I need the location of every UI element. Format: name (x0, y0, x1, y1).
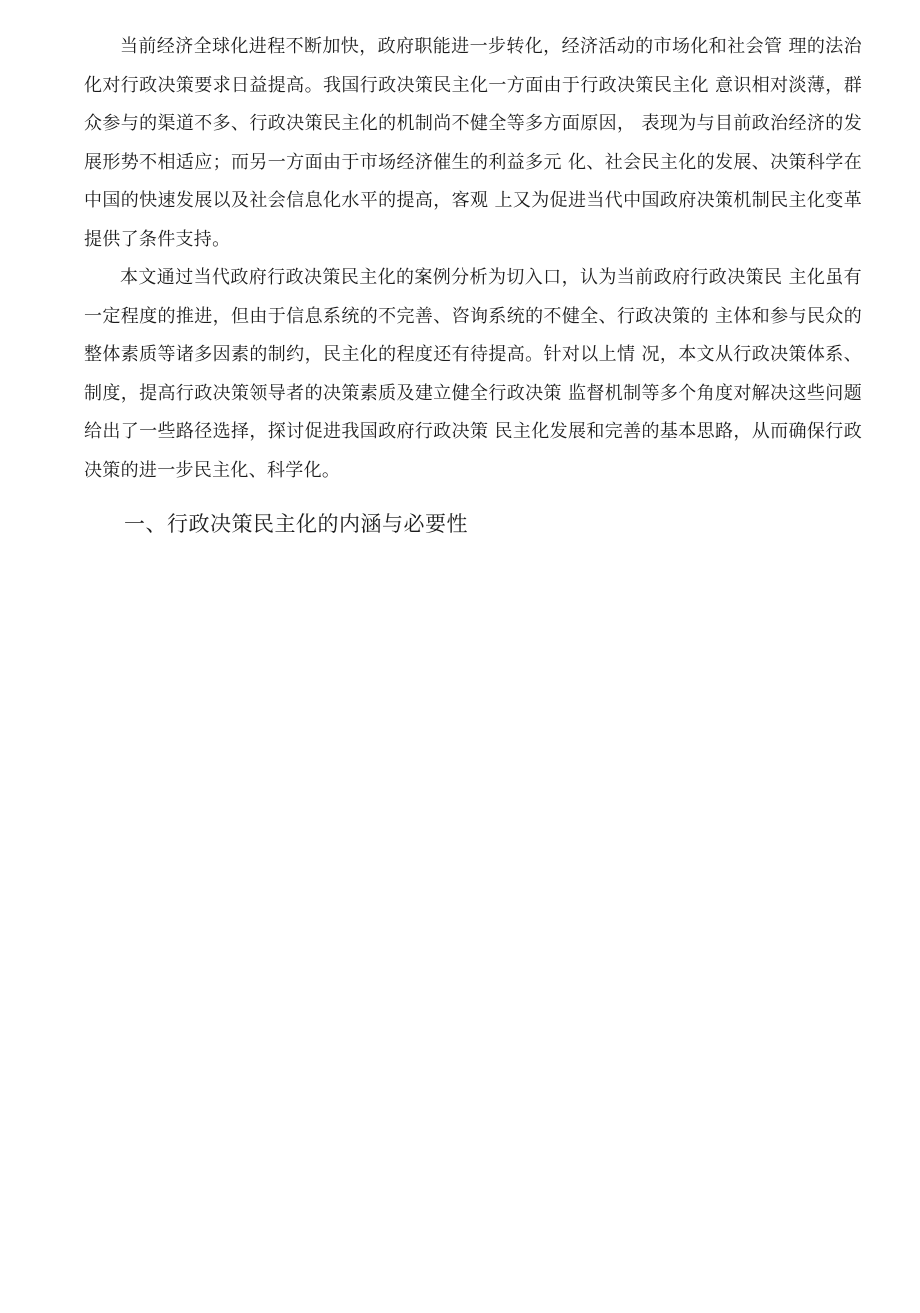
document-body (84, 28, 862, 544)
section-heading: 一、行政决策民主化的内涵与必要性 (124, 512, 468, 536)
paragraph-intro: 当前经济全球化进程不断加快，政府职能进一步转化，经济活动的市场化和社会管 理的法治化对行政决策要求日益提高。我国行政决策民主化一方面由于行政决策民主化 意识相对淡薄，群众参与的渠道不多、行政决策民主化的机制尚不健全等多方面原因， 表现为与目前政治经济的发展形势不相适应；而另一方面由于市场经济催生的利益多元 化、社会民主化的发展、决策科学在中国的快速发展以及社会信息化水平的提高，客观 上又为促进当代中国政府决策机制民主化变革提供了条件支持。 (84, 36, 862, 250)
paragraph-summary: 本文通过当代政府行政决策民主化的案例分析为切入口，认为当前政府行政决策民 主化虽有一定程度的推进，但由于信息系统的不完善、咨询系统的不健全、行政决策的 主体和参与民众的整体素质等诸多因素的制约，民主化的程度还有待提高。针对以上情 况，本文从行政决策体系、制度，提高行政决策领导者的决策素质及建立健全行政决策 监督机制等多个角度对解决这些问题给出了一些路径选择，探讨促进我国政府行政决策 民主化发展和完善的基本思路，从而确保行政决策的进一步民主化、科学化。 (84, 267, 862, 481)
